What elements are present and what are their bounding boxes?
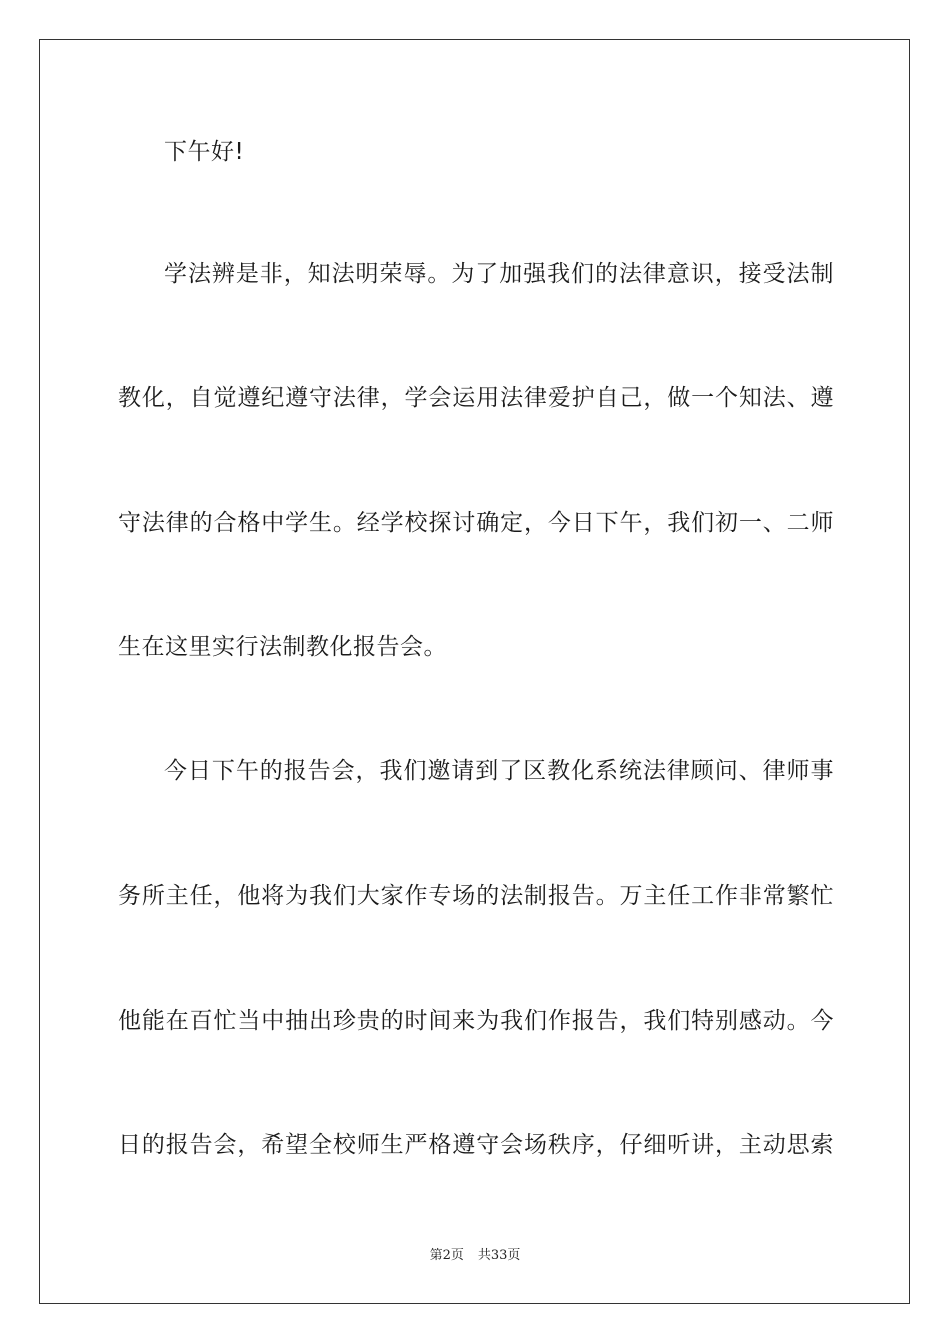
- paragraph-1-line-2: 教化，自觉遵纪遵守法律，学会运用法律爱护自己，做一个知法、遵: [118, 385, 834, 411]
- paragraph-1-line-3: 守法律的合格中学生。经学校探讨确定，今日下午，我们初一、二师: [118, 510, 834, 536]
- paragraph-2-line-4: 日的报告会，希望全校师生严格遵守会场秩序，仔细听讲，主动思索: [118, 1132, 834, 1158]
- greeting-line: 下午好!: [164, 139, 245, 165]
- paragraph-2-line-1: 今日下午的报告会，我们邀请到了区教化系统法律顾问、律师事: [164, 758, 834, 784]
- page-border: [39, 39, 910, 1304]
- paragraph-1-line-4: 生在这里实行法制教化报告会。: [118, 634, 447, 660]
- page-number: 第2页: [429, 1248, 464, 1263]
- page-footer: [0, 1247, 950, 1265]
- paragraph-2-line-2: 务所主任，他将为我们大家作专场的法制报告。万主任工作非常繁忙: [118, 883, 834, 909]
- page-total: 共33页: [477, 1248, 521, 1263]
- paragraph-1-line-1: 学法辨是非，知法明荣辱。为了加强我们的法律意识，接受法制: [164, 261, 834, 287]
- paragraph-2-line-3: 他能在百忙当中抽出珍贵的时间来为我们作报告，我们特别感动。今: [118, 1008, 834, 1034]
